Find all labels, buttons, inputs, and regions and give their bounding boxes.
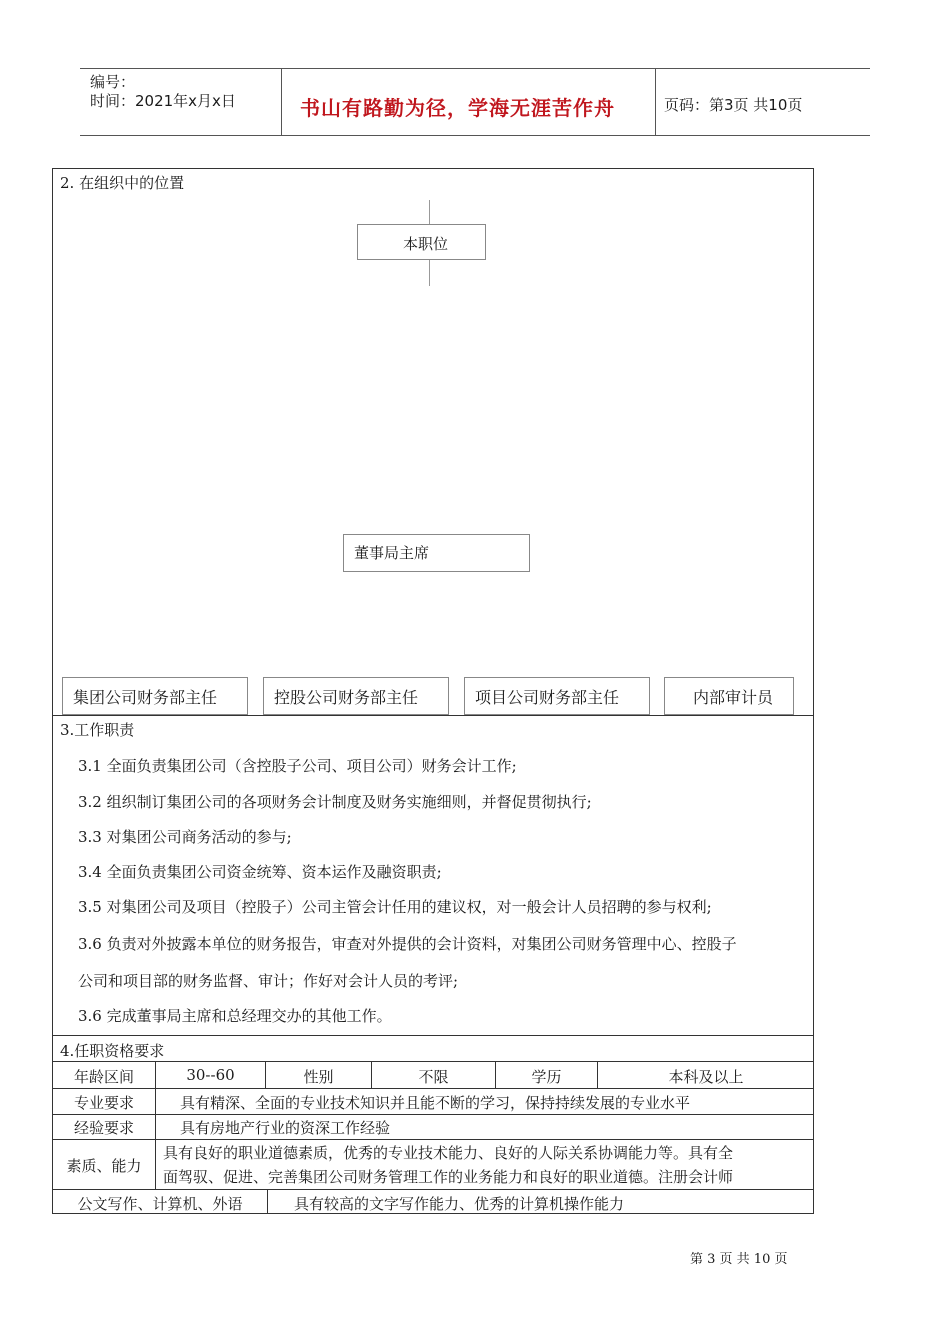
header-date-label: 时间：2021年x月x日 [90, 92, 236, 110]
experience-label: 经验要求 [73, 1119, 134, 1137]
qual-row-line [52, 1139, 814, 1140]
org-sub-box-1 [62, 677, 248, 715]
header-page-label: 页码：第3页 共10页 [664, 96, 803, 114]
duty-item: 3.3 对集团公司商务活动的参与; [78, 828, 292, 846]
quality-label: 素质、能力 [66, 1157, 142, 1175]
section-divider-2-3 [52, 715, 814, 716]
qual-row-line [52, 1189, 814, 1190]
specialty-value: 具有精深、全面的专业技术知识并且能不断的学习，保持持续发展的专业水平 [180, 1094, 691, 1112]
education-value: 本科及以上 [668, 1068, 744, 1086]
quality-value-line1: 具有良好的职业道德素质，优秀的专业技术能力、良好的人际关系协调能力等。具有全 [163, 1144, 734, 1162]
org-sub-label-3: 项目公司财务部主任 [475, 688, 620, 707]
header-bottom-rule [80, 135, 870, 136]
org-this-position-box [357, 224, 486, 260]
age-label: 年龄区间 [73, 1068, 134, 1086]
duty-item: 3.1 全面负责集团公司（含控股子公司、项目公司）财务会计工作; [78, 757, 517, 775]
duty-item: 3.6 完成董事局主席和总经理交办的其他工作。 [78, 1007, 392, 1025]
org-sub-box-3 [464, 677, 650, 715]
duty-item: 3.4 全面负责集团公司资金统筹、资本运作及融资职责; [78, 863, 442, 881]
qual-row-line [52, 1088, 814, 1089]
header-divider-right [655, 68, 656, 135]
age-value: 30--60 [186, 1066, 235, 1084]
section2-title: 2. 在组织中的位置 [60, 174, 185, 192]
header-top-rule [80, 68, 870, 69]
org-sub-label-2: 控股公司财务部主任 [274, 688, 419, 707]
section3-title: 3.工作职责 [60, 721, 135, 739]
section-divider-3-4 [52, 1035, 814, 1036]
duty-item: 3.2 组织制订集团公司的各项财务会计制度及财务实施细则，并督促贯彻执行; [78, 793, 592, 811]
qual-row-line [52, 1061, 814, 1062]
header-motto: 书山有路勤为径，学海无涯苦作舟 [300, 96, 615, 120]
specialty-label: 专业要求 [73, 1094, 134, 1112]
page-footer: 第 3 页 共 10 页 [690, 1252, 788, 1267]
skills-value: 具有较高的文字写作能力、优秀的计算机操作能力 [294, 1195, 625, 1213]
duty-item: 3.5 对集团公司及项目（控股子）公司主管会计任用的建议权，对一般会计人员招聘的参与权利; [78, 898, 712, 916]
gender-value: 不限 [418, 1068, 449, 1086]
qual-row-line [52, 1114, 814, 1115]
org-chairman-box [343, 534, 530, 572]
education-label: 学历 [531, 1068, 562, 1086]
duty-item-continued: 公司和项目部的财务监督、审计；作好对会计人员的考评; [78, 972, 459, 990]
org-sub-label-4: 内部审计员 [693, 688, 774, 707]
qual-col-line [155, 1088, 156, 1189]
org-this-position-label: 本职位 [403, 235, 449, 253]
qual-col-line [267, 1189, 268, 1214]
section4-title: 4.任职资格要求 [60, 1042, 165, 1060]
org-sub-label-1: 集团公司财务部主任 [73, 688, 218, 707]
org-chairman-label: 董事局主席 [354, 544, 430, 562]
gender-label: 性别 [303, 1068, 334, 1086]
experience-value: 具有房地产行业的资深工作经验 [180, 1119, 391, 1137]
skills-label: 公文写作、计算机、外语 [77, 1195, 243, 1213]
duty-item: 3.6 负责对外披露本单位的财务报告，审查对外提供的会计资料，对集团公司财务管理中心、控股子 [78, 935, 737, 953]
org-sub-box-4 [664, 677, 794, 715]
header-divider-left [281, 68, 282, 135]
quality-value-line2: 面驾驭、促进、完善集团公司财务管理工作的业务能力和良好的职业道德。注册会计师 [163, 1168, 734, 1186]
org-sub-box-2 [263, 677, 449, 715]
header-number-label: 编号： [90, 73, 136, 91]
